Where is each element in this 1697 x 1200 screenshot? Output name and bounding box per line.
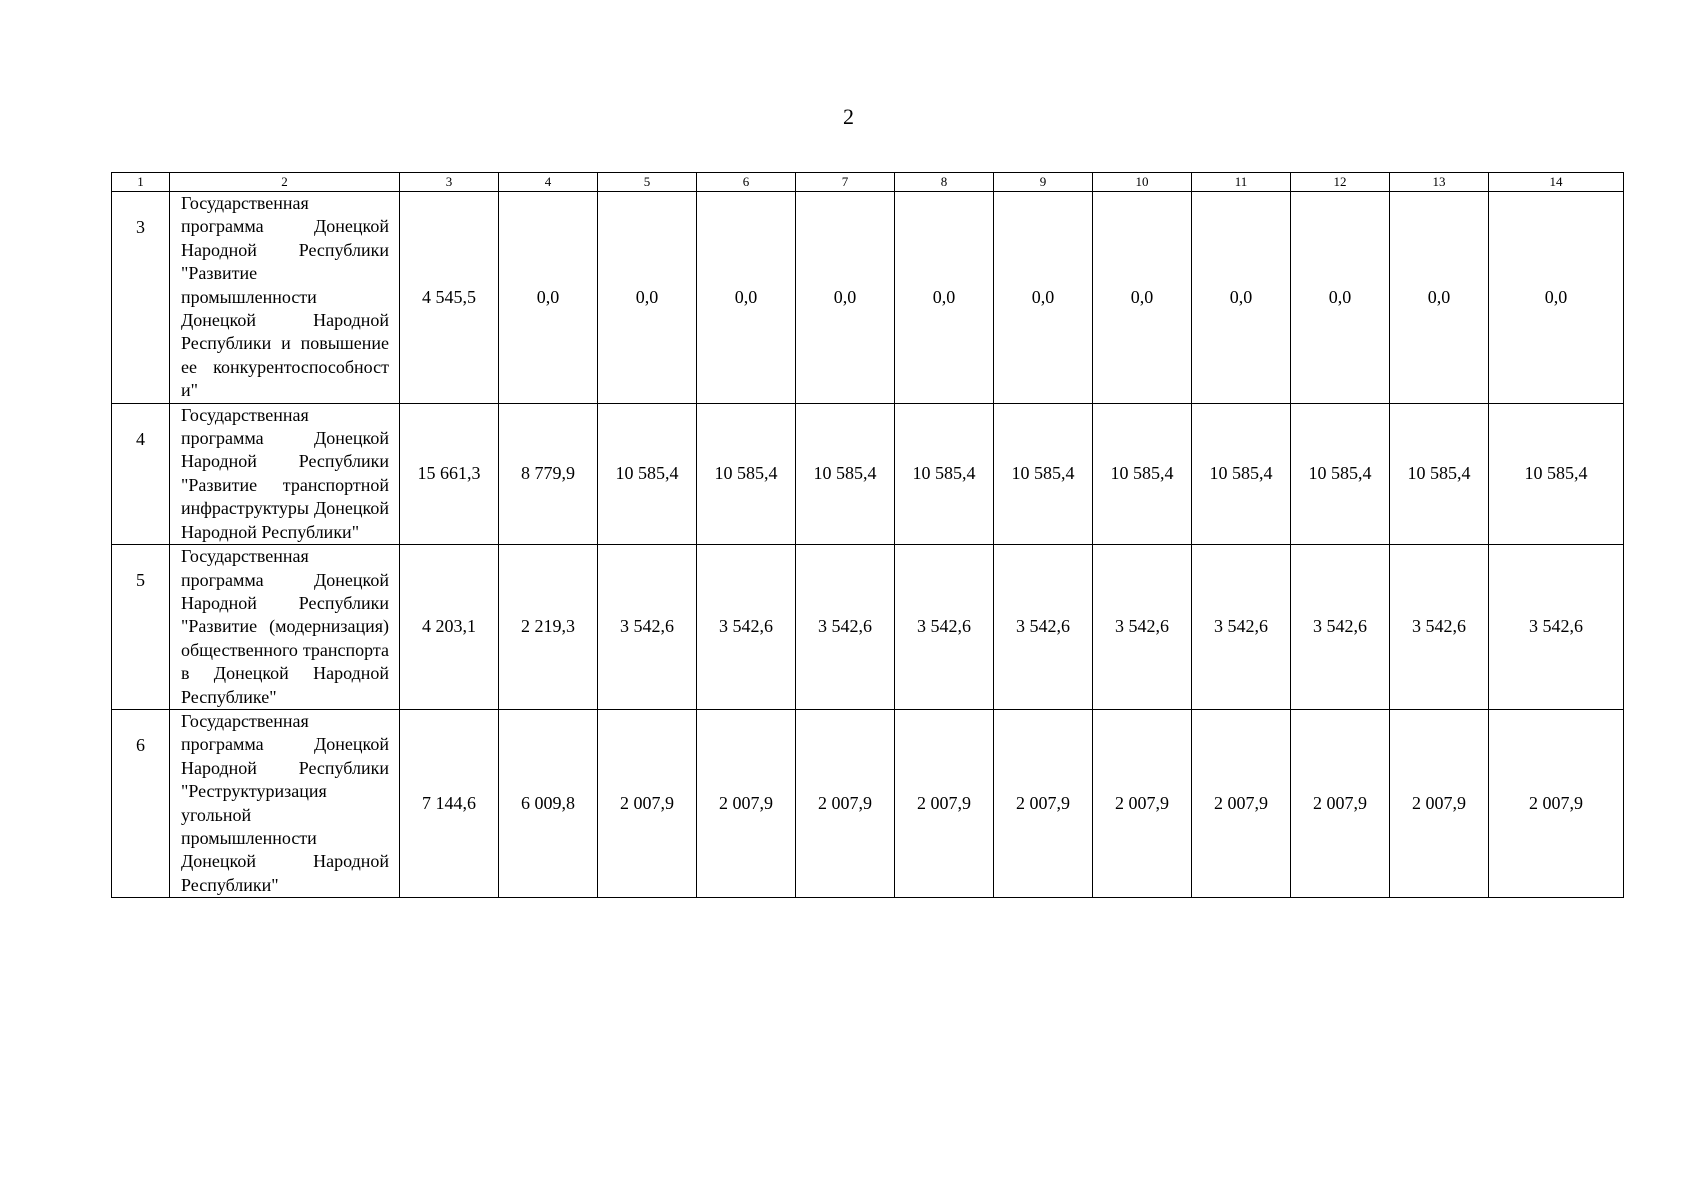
funding-value: 0,0 [1192,192,1291,404]
funding-value: 2 007,9 [598,709,697,897]
column-header: 13 [1390,173,1489,192]
funding-value: 8 779,9 [499,403,598,544]
funding-value: 0,0 [796,192,895,404]
funding-value: 0,0 [994,192,1093,404]
funding-value: 10 585,4 [1291,403,1390,544]
column-header: 7 [796,173,895,192]
funding-value: 10 585,4 [994,403,1093,544]
funding-value: 3 542,6 [895,545,994,710]
funding-value: 10 585,4 [1489,403,1624,544]
program-name: Государственная программа Донецкой Народной Республики "Развитие промышленности Донецкой Народной Республики и повышение ее конкурентоспособност и" [170,192,400,404]
row-number: 6 [112,709,170,897]
funding-value: 0,0 [895,192,994,404]
funding-value: 2 007,9 [1192,709,1291,897]
column-header: 6 [697,173,796,192]
column-header: 10 [1093,173,1192,192]
funding-value: 10 585,4 [598,403,697,544]
row-number: 4 [112,403,170,544]
column-header: 8 [895,173,994,192]
funding-value: 2 007,9 [994,709,1093,897]
funding-value: 3 542,6 [697,545,796,710]
program-name: Государственная программа Донецкой Народной Республики "Реструктуризация угольной промышленности Донецкой Народной Республики" [170,709,400,897]
funding-value: 3 542,6 [1192,545,1291,710]
funding-value: 15 661,3 [400,403,499,544]
funding-value: 2 007,9 [1291,709,1390,897]
column-header: 11 [1192,173,1291,192]
funding-value: 3 542,6 [1489,545,1624,710]
funding-value: 4 203,1 [400,545,499,710]
page-number: 2 [843,104,854,129]
program-name: Государственная программа Донецкой Народной Республики "Развитие транспортной инфраструктуры Донецкой Народной Республики" [170,403,400,544]
budget-table [111,172,1624,898]
funding-value: 3 542,6 [1390,545,1489,710]
funding-value: 2 007,9 [697,709,796,897]
funding-value: 2 007,9 [1489,709,1624,897]
column-header: 1 [112,173,170,192]
funding-value: 10 585,4 [1192,403,1291,544]
funding-value: 2 007,9 [796,709,895,897]
table-row [112,403,1624,544]
column-header: 2 [170,173,400,192]
table-row [112,709,1624,897]
program-name: Государственная программа Донецкой Народной Республики "Развитие (модернизация) общественного транспорта в Донецкой Народной Республике" [170,545,400,710]
funding-value: 3 542,6 [1291,545,1390,710]
funding-value: 10 585,4 [1390,403,1489,544]
funding-value: 3 542,6 [1093,545,1192,710]
funding-value: 0,0 [499,192,598,404]
funding-value: 0,0 [598,192,697,404]
column-header: 4 [499,173,598,192]
funding-value: 3 542,6 [796,545,895,710]
funding-value: 2 219,3 [499,545,598,710]
funding-value: 10 585,4 [796,403,895,544]
table-row [112,545,1624,710]
funding-value: 0,0 [1489,192,1624,404]
column-header: 14 [1489,173,1624,192]
funding-value: 3 542,6 [598,545,697,710]
funding-value: 2 007,9 [1093,709,1192,897]
funding-value: 10 585,4 [895,403,994,544]
column-header: 9 [994,173,1093,192]
funding-value: 0,0 [1291,192,1390,404]
funding-value: 3 542,6 [994,545,1093,710]
funding-value: 7 144,6 [400,709,499,897]
column-header: 3 [400,173,499,192]
funding-value: 10 585,4 [697,403,796,544]
column-header: 12 [1291,173,1390,192]
funding-value: 0,0 [1390,192,1489,404]
row-number: 5 [112,545,170,710]
funding-value: 2 007,9 [1390,709,1489,897]
column-header: 5 [598,173,697,192]
funding-value: 10 585,4 [1093,403,1192,544]
row-number: 3 [112,192,170,404]
funding-value: 0,0 [697,192,796,404]
column-number-row [112,173,1624,192]
funding-value: 4 545,5 [400,192,499,404]
funding-value: 0,0 [1093,192,1192,404]
funding-value: 6 009,8 [499,709,598,897]
funding-value: 2 007,9 [895,709,994,897]
table-row [112,192,1624,404]
